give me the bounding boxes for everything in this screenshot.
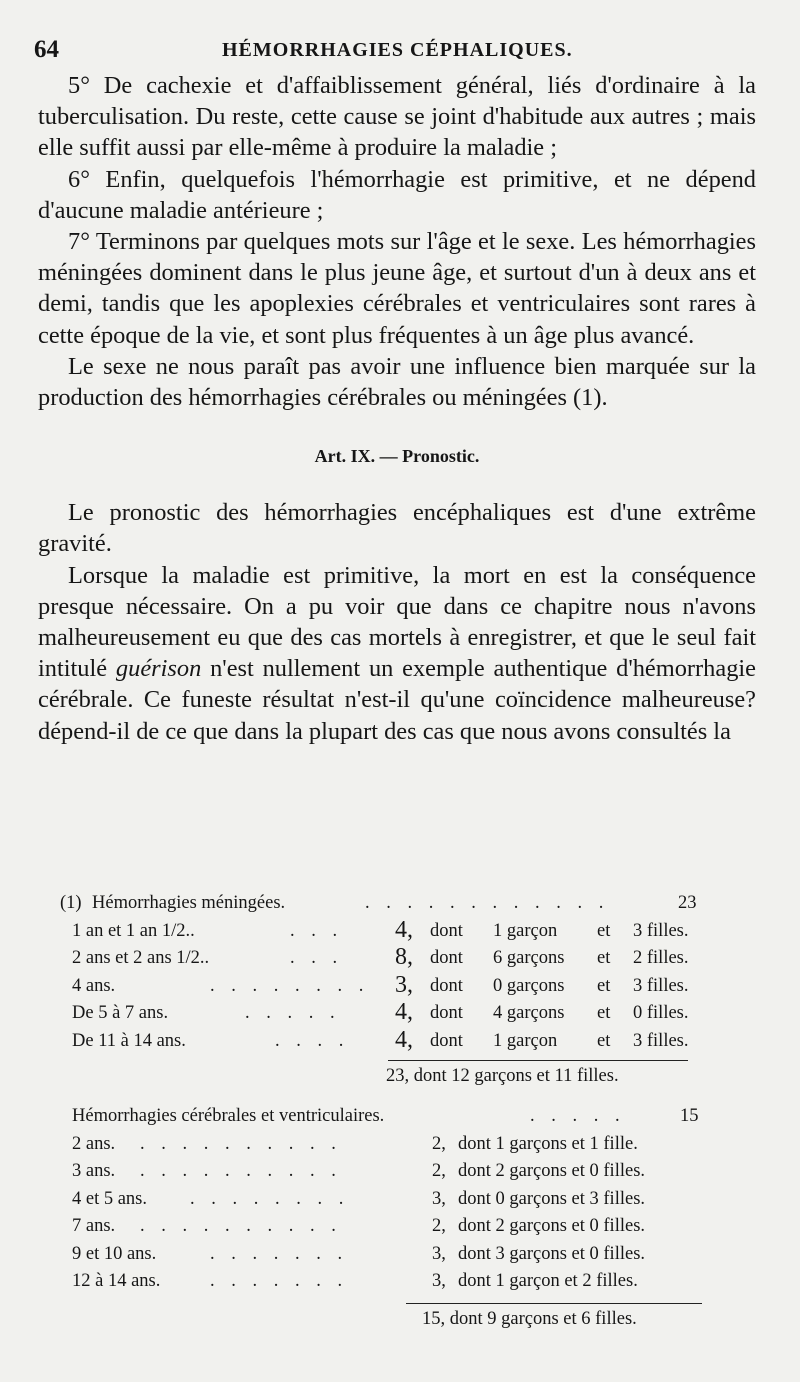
- row-count: 4,: [395, 999, 413, 1025]
- row-age: 4 ans.: [72, 975, 116, 996]
- meningees-row: [60, 971, 720, 1004]
- cerebrales-label: Hémorrhagies cérébrales et ventriculaires.: [72, 1106, 385, 1126]
- cerebrales-total: 15: [680, 1106, 699, 1126]
- cerebrales-sum-row: [60, 1299, 720, 1333]
- row-dont: dont: [430, 1003, 463, 1023]
- row-count: 2,: [432, 1133, 446, 1154]
- row-dont: dont: [430, 975, 463, 996]
- row-age: 2 ans.: [72, 1133, 116, 1154]
- footnote-cerebrales-header: [60, 1106, 720, 1134]
- cerebrales-row: [60, 1244, 720, 1272]
- cerebrales-row: [60, 1161, 720, 1189]
- row-dont: dont: [430, 948, 463, 968]
- leader-dots: . . . .: [275, 1030, 350, 1051]
- cerebrales-sum: 15, dont 9 garçons et 6 filles.: [422, 1308, 637, 1329]
- row-count: 3,: [432, 1243, 446, 1264]
- running-title: HÉMORRHAGIES CÉPHALIQUES.: [222, 39, 573, 61]
- page-number: 64: [34, 36, 59, 63]
- meningees-total: 23: [678, 893, 697, 913]
- cerebrales-row: [60, 1134, 720, 1162]
- meningees-label: Hémorrhagies méningées.: [92, 893, 286, 913]
- row-garcons: 6 garçons: [493, 948, 565, 968]
- meningees-row: [60, 1026, 720, 1059]
- leader-dots: . . . . . . .: [210, 1243, 349, 1264]
- leader-dots: . . . . . . . . . .: [140, 1216, 342, 1236]
- sum-rule: [388, 1060, 688, 1061]
- row-detail: dont 2 garçons et 0 filles.: [458, 1161, 646, 1181]
- row-filles: 3 filles.: [633, 1030, 689, 1051]
- leader-dots: . . .: [290, 920, 344, 941]
- paragraph-text-part-2: n'est nullement un exemple authentique d'hémorrhagie cérébrale. Ce funeste résultat n'est-il qu'une coïncidence malheureuse? dépend-il de ce que dans la plupart des cas que nous avons consultés la: [38, 655, 756, 745]
- italic-guerison: guérison: [115, 655, 202, 683]
- row-age: 9 et 10 ans.: [72, 1243, 157, 1264]
- row-detail: dont 3 garçons et 0 filles.: [458, 1243, 646, 1264]
- meningees-sum: 23, dont 12 garçons et 11 filles.: [386, 1066, 619, 1086]
- row-filles: 0 filles.: [633, 1003, 689, 1023]
- row-count: 4,: [395, 916, 413, 943]
- row-age: 4 et 5 ans.: [72, 1188, 148, 1209]
- leader-dots: . . . . . . . .: [210, 975, 370, 996]
- row-age: 1 an et 1 an 1/2..: [72, 920, 195, 941]
- leader-dots: . . . . . . .: [210, 1271, 349, 1291]
- row-age: 2 ans et 2 ans 1/2..: [72, 948, 210, 968]
- leader-dots: . . . . .: [245, 1003, 341, 1023]
- row-detail: dont 1 garçons et 1 fille.: [458, 1133, 638, 1154]
- row-count: 2,: [432, 1161, 446, 1181]
- leader-dots: . . . . . . . . . . . .: [365, 893, 610, 913]
- leader-dots: . . .: [290, 948, 344, 968]
- footnote: [60, 893, 720, 1333]
- footnote-meningees-header: [60, 893, 720, 921]
- row-count: 2,: [432, 1216, 446, 1236]
- row-detail: dont 0 garçons et 3 filles.: [458, 1188, 646, 1209]
- row-count: 3,: [432, 1271, 446, 1291]
- paragraph-primitive: 6° Enfin, quelquefois l'hémorrhagie est primitive, et ne dépend d'aucune maladie antérieure ;: [38, 165, 756, 224]
- row-garcons: 1 garçon: [493, 1030, 558, 1051]
- cerebrales-row: [60, 1271, 720, 1299]
- row-garcons: 0 garçons: [493, 975, 565, 996]
- row-age: De 11 à 14 ans.: [72, 1030, 186, 1051]
- row-garcons: 1 garçon: [493, 920, 558, 941]
- meningees-row: [60, 944, 720, 976]
- row-age: 3 ans.: [72, 1161, 116, 1181]
- meningees-row: [60, 916, 720, 949]
- paragraph-age-sexe: 7° Terminons par quelques mots sur l'âge et le sexe. Les hémorrhagies méningées dominent dans le plus jeune âge, et surtout d'un à deux ans et demi, tandis que les apoplexies cérébrales et ventriculaires sont rares à cette époque de la vie, et sont plus fréquentes à un âge plus avancé.: [38, 228, 756, 349]
- body-text: [38, 70, 756, 747]
- cerebrales-row: [60, 1216, 720, 1244]
- row-filles: 3 filles.: [633, 975, 689, 996]
- row-dont: dont: [430, 920, 463, 941]
- leader-dots: . . . . . . . . . .: [140, 1133, 342, 1154]
- row-dont: dont: [430, 1030, 463, 1051]
- row-count: 8,: [395, 944, 413, 970]
- row-age: 12 à 14 ans.: [72, 1271, 161, 1291]
- meningees-sum-row: [60, 1058, 720, 1092]
- sum-rule: [406, 1303, 702, 1304]
- row-et: et: [597, 948, 611, 968]
- leader-dots: . . . . . . . .: [190, 1188, 350, 1209]
- cerebrales-row: [60, 1189, 720, 1217]
- paragraph-cachexie: 5° De cachexie et d'affaiblissement général, liés d'ordinaire à la tuberculisation. Du reste, cette cause se joint d'habitude aux autres ; mais elle suffit aussi par elle-même à produire la maladie ;: [38, 72, 756, 162]
- row-count: 4,: [395, 1026, 413, 1053]
- row-et: et: [597, 1003, 611, 1023]
- row-garcons: 4 garçons: [493, 1003, 565, 1023]
- article-heading: Art. IX. — Pronostic.: [314, 446, 480, 467]
- paragraph-sexe: Le sexe ne nous paraît pas avoir une influence bien marquée sur la production des hémorrhagies cérébrales ou méningées (1).: [38, 352, 756, 412]
- footnote-marker: (1): [60, 893, 82, 913]
- paragraph-maladie-primitive: [38, 560, 756, 747]
- meningees-row: [60, 999, 720, 1031]
- paragraph-text-part-1: Lorsque la maladie est primitive, la mort en est la conséquence presque nécessaire. On a pu voir que dans ce chapitre nous n'avons malheureusement eu que des cas mortels à enregistrer, et que le seul fait intitulé: [38, 561, 756, 683]
- leader-dots: . . . . .: [530, 1106, 626, 1126]
- paragraph-pronostic: Le pronostic des hémorrhagies encéphaliques est d'une extrême gravité.: [38, 499, 756, 558]
- row-filles: 3 filles.: [633, 920, 689, 941]
- row-count: 3,: [432, 1188, 446, 1209]
- row-count: 3,: [395, 971, 413, 998]
- row-detail: dont 1 garçon et 2 filles.: [458, 1271, 638, 1291]
- row-et: et: [597, 975, 611, 996]
- row-age: 7 ans.: [72, 1216, 116, 1236]
- row-detail: dont 2 garçons et 0 filles.: [458, 1216, 646, 1236]
- row-et: et: [597, 1030, 611, 1051]
- row-age: De 5 à 7 ans.: [72, 1003, 169, 1023]
- row-et: et: [597, 920, 611, 941]
- row-filles: 2 filles.: [633, 948, 689, 968]
- page-header: [34, 36, 754, 70]
- leader-dots: . . . . . . . . . .: [140, 1161, 342, 1181]
